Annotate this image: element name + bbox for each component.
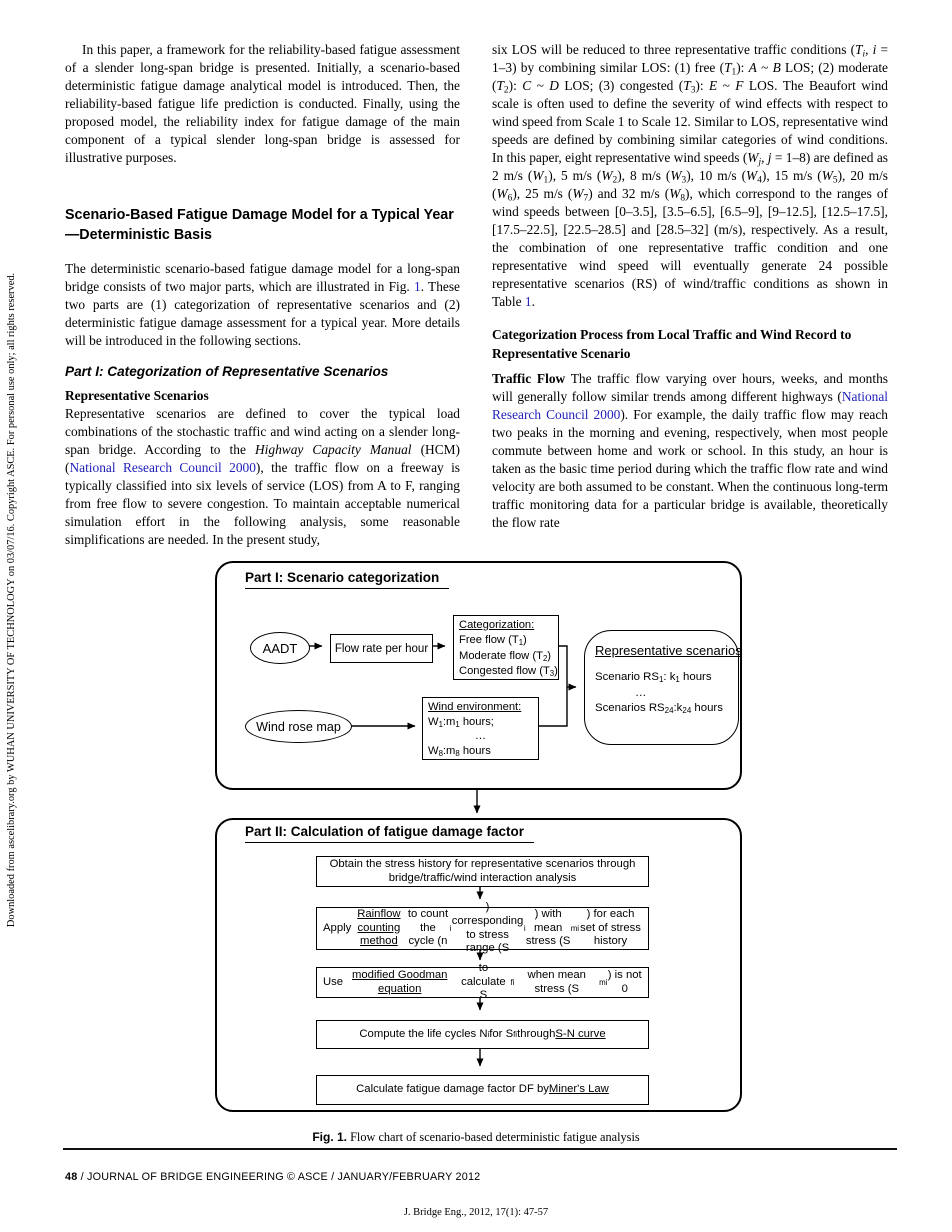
figure-1-flowchart: [215, 561, 742, 1112]
section-heading-scenario-model: Scenario-Based Fatigue Damage Model for a Typical Year—Deterministic Basis: [65, 207, 454, 243]
flowchart-node-wind-environment: [422, 697, 539, 760]
body-paragraph: Representative scenarios are defined to cover the typical load combinations of the stochastic traffic and wind acting on a slender long-span bridge. According to the Highway Capacity Manual (HCM) (National Research Council 2000), the traffic flow on a freeway is typically classified into six levels of service (LOS) from A to F, ranging from free flow to severe congestion. To maintain acceptable numerical simulation effort in the following analysis, some reasonable simplifications are needed. In the present study,: [65, 406, 460, 547]
categorization-line: Moderate flow (T2): [459, 649, 552, 663]
body-paragraph: Traffic Flow The traffic flow varying over hours, weeks, and months will generally follow similar trends among different highways (National Research Council 2000). For example, the daily traffic flow may reach two peaks in the morning and evening, respectively, when most people commute between home and work or school. In this study, an hour is taken as the basic time period during which the traffic flow rate and wind velocity are both assumed to be constant. When the continuous long-term traffic monitoring data for a particular bridge is available, theoretically the flow rate: [492, 371, 888, 530]
flowchart-step-miners-law: Calculate fatigue damage factor DF by Miner's Law: [316, 1075, 649, 1105]
flowchart-step-sn-curve: Compute the life cycles N i for S fi through S-N curve: [316, 1020, 649, 1049]
wind-env-line: Wind environment:: [428, 701, 522, 713]
flowchart-part2-container: [215, 818, 742, 1112]
flowchart-step-rainflow-counting: Apply Rainflow counting method to count the cycle (n i ) corresponding to stress range (S i ) with mean stress (S mi ) for each set of stress history: [316, 907, 649, 950]
categorization-line: Free flow (T1): [459, 634, 527, 648]
flowchart-node-flow-rate: Flow rate per hour: [330, 634, 433, 663]
rep-scenarios-ellipsis: …: [635, 686, 647, 699]
rep-scenarios-line: Scenario RS1: k1 hours: [595, 671, 712, 685]
subsubsection-heading-representative-scenarios: Representative Scenarios: [65, 388, 209, 403]
left-column: [65, 41, 460, 549]
citation-link[interactable]: 1: [524, 294, 532, 309]
body-paragraph: six LOS will be reduced to three representative traffic conditions (Ti, i = 1–3) by combining similar LOS: (1) free (T1): A ~ B LOS; (2) moderate (T2): C ~ D LOS; (3) congested (T3): E ~ F LOS. The Beaufort wind scale is often used to define the severity of wind effects with respect to wind speed from Scale 1 to Scale 12. Similar to LOS, representative wind speeds are defined by combining similar categories of wind conditions. In this paper, eight representative wind speeds (Wj, j = 1–8) are defined as 2 m/s (W1), 5 m/s (W2), 8 m/s (W3), 10 m/s (W4), 15 m/s (W5), 20 m/s (W6), 25 m/s (W7) and 32 m/s (W8), which correspond to the ranges of wind speeds between [0–3.5], [3.5–6.5], [6.5–9], [9–12.5], [12.5–17.5], [17.5–22.5], [22.5–28.5] and [28.5–32] (m/s), respectively. As a result, the combination of one representative traffic condition and one representative wind speed will eventually generate 24 possible representative scenarios (RS) of wind/traffic conditions as shown in Table 1.: [492, 42, 889, 309]
flowchart-node-categorization: [453, 615, 559, 680]
wind-env-ellipsis: …: [474, 730, 487, 743]
right-column: [492, 41, 888, 532]
flowchart-part1-container: [215, 561, 742, 790]
flowchart-step-goodman-equation: Use modified Goodman equation to calculate S fi when mean stress (S mi ) is not 0: [316, 967, 649, 998]
categorization-line: Categorization:: [459, 619, 535, 631]
citation-link[interactable]: National Research Council 2000: [492, 389, 888, 422]
rep-scenarios-heading: Representative scenarios: [595, 643, 742, 658]
flowchart-part1-title: Part I: Scenario categorization: [245, 570, 449, 589]
citation-link[interactable]: National Research Council 2000: [69, 460, 256, 475]
citation-line: J. Bridge Eng., 2012, 17(1): 47-57: [403, 1207, 549, 1218]
figure-caption: Fig. 1. Flow chart of scenario-based deterministic fatigue analysis: [312, 1130, 640, 1144]
body-paragraph: The deterministic scenario-based fatigue damage model for a long-span bridge consists of two major parts, which are illustrated in Fig. 1. These two parts are (1) categorization of representative scenarios and (2) deterministic fatigue damage assessment for a typical year. More details will be introduced in the following sections.: [65, 261, 460, 348]
footer-divider: [63, 1148, 897, 1150]
flowchart-node-wind-rose-map: Wind rose map: [245, 710, 352, 743]
wind-env-line: W8:m8 hours: [428, 744, 491, 758]
page-footer: 48 / JOURNAL OF BRIDGE ENGINEERING © ASCE / JANUARY/FEBRUARY 2012: [65, 1171, 481, 1183]
flowchart-part2-title: Part II: Calculation of fatigue damage factor: [245, 824, 534, 843]
intro-paragraph: In this paper, a framework for the reliability-based fatigue assessment of a slender long-span bridge is presented. Initially, a scenario-based deterministic fatigue damage analytical model is introduced. Then, the reliability-based fatigue life prediction is conducted. Finally, using the proposed model, the reliability index for fatigue damage of the main component of a typical slender long-span bridge is assessed for illustrative purposes.: [65, 42, 460, 165]
sidebar-copyright-text: Downloaded from ascelibrary.org by WUHAN UNIVERSITY OF TECHNOLOGY on 03/07/16. Copyright ASCE. For personal use only; all rights reserved.: [6, 272, 17, 928]
rep-scenarios-line: Scenarios RS24:k24 hours: [595, 702, 723, 716]
flowchart-node-aadt: AADT: [250, 632, 310, 664]
wind-env-line: W1:m1 hours;: [428, 715, 494, 729]
citation-link[interactable]: 1: [414, 279, 421, 294]
subsection-heading-part1: Part I: Categorization of Representative Scenarios: [65, 364, 389, 379]
flowchart-step-obtain-stress-history: Obtain the stress history for representative scenarios through bridge/traffic/wind interaction analysis: [316, 856, 649, 887]
subsubsection-heading-categorization-process: Categorization Process from Local Traffic and Wind Record to Representative Scenario: [492, 327, 852, 361]
categorization-line: Congested flow (T3): [459, 665, 558, 679]
flowchart-node-representative-scenarios: [584, 630, 742, 745]
